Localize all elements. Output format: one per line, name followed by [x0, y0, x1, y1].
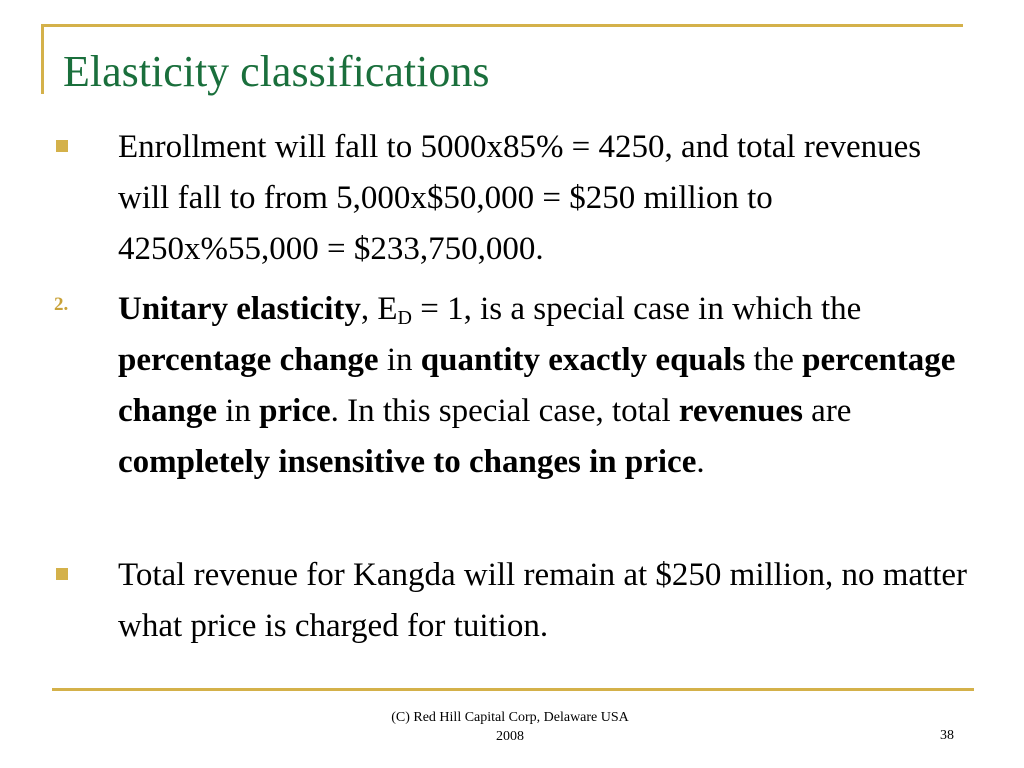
text-segment: . [696, 444, 705, 480]
term-completely-insensitive: completely insensitive to changes in price [118, 444, 697, 480]
bullet-square-icon [56, 140, 68, 152]
bullet-text-2 [118, 284, 979, 488]
text-segment: the [745, 342, 803, 378]
text-segment: are [802, 393, 852, 429]
bullet-item-3 [54, 550, 979, 652]
subscript-d: D [397, 307, 412, 329]
term-percentage-change-2: percentage change [118, 342, 956, 429]
bullet-item-1 [54, 122, 979, 275]
text-segment: , E [360, 291, 398, 327]
term-revenues: revenues [678, 393, 803, 429]
page-number: 38 [940, 728, 954, 743]
bullet-number: 2. [54, 294, 69, 315]
slide-title: Elasticity classifications [63, 47, 490, 96]
text-segment: = 1, is a special case in which the [411, 291, 862, 327]
term-unitary-elasticity: Unitary elasticity [118, 291, 361, 327]
term-quantity-exactly-equals: quantity exactly equals [420, 342, 746, 378]
text-segment: in [217, 393, 260, 429]
term-percentage-change: percentage change [118, 342, 379, 378]
bullet-text-1: Enrollment will fall to 5000x85% = 4250, and total revenues will fall to from 5,000x$50,000 = $250 million to 4250x%55,000 = $233,750,000. [118, 129, 922, 267]
bullet-item-2 [54, 284, 979, 488]
footer-line-2: 2008 [496, 729, 524, 744]
footer-line-1: (C) Red Hill Capital Corp, Delaware USA [391, 710, 629, 725]
term-price: price [259, 393, 331, 429]
text-segment: in [378, 342, 421, 378]
footer-divider [52, 688, 974, 691]
text-segment: . In this special case, total [330, 393, 679, 429]
bullet-square-icon [56, 568, 68, 580]
footer-copyright [360, 708, 660, 746]
bullet-text-3: Total revenue for Kangda will remain at $250 million, no matter what price is charged for tuition. [118, 557, 968, 644]
